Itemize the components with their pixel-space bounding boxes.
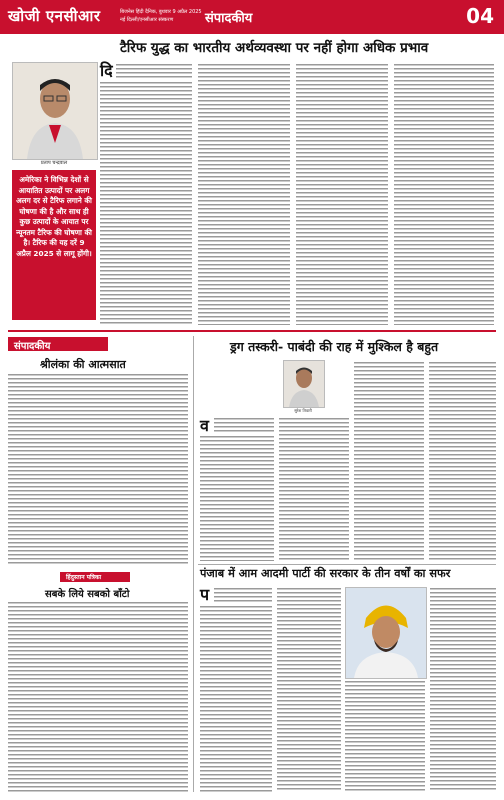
story3-headline: पंजाब में आम आदमी पार्टी की सरकार के तीन वर्षों का सफर: [200, 567, 451, 580]
lead-text-col1: [100, 82, 192, 325]
lead-text-col3: [296, 64, 388, 325]
editorial-text: [8, 374, 188, 564]
page-number: 04: [466, 4, 494, 28]
story2-author-caption: सुरेश तिवारी: [294, 408, 312, 413]
lead-text-col2: [198, 64, 290, 325]
author-caption: प्रताप चन्द्रवाल: [40, 160, 68, 166]
story2-author-photo: [283, 360, 325, 408]
story3-text-col1a: [214, 588, 272, 604]
lead-text-col1a: [116, 64, 192, 80]
story3-rule: [198, 564, 496, 565]
masthead-edition: नई दिल्ली/एनसीआर संस्करण: [120, 17, 174, 23]
masthead-title: खोजी एनसीआर: [8, 7, 101, 25]
masthead-date: बिजनेस हिंदी दैनिक, बुधवार 9 अप्रैल 2025: [120, 9, 202, 15]
story2-text-col2: [279, 418, 349, 561]
story3-text-col2: [277, 588, 341, 792]
story3-text-col1: [200, 606, 272, 792]
story3-dropcap: प: [200, 585, 210, 604]
sub2-headline: सबके लिये सबको बाँटो: [45, 589, 130, 600]
section-divider: [8, 330, 496, 332]
lead-dropcap: दि: [100, 61, 113, 80]
author-photo: [12, 62, 98, 160]
editorial-subhead: श्रीलंका की आत्मसात: [40, 358, 126, 371]
story2-text-col3: [354, 362, 424, 561]
section-title: संपादकीय: [205, 11, 253, 26]
story2-text-col1: [200, 436, 274, 561]
story2-text-col4: [429, 362, 496, 561]
story3-photo: [345, 587, 427, 679]
story2-dropcap: व: [200, 416, 209, 435]
story2-headline: ड्रग तस्करी- पाबंदी की राह में मुश्किल है बहुत: [230, 339, 439, 354]
story3-text-col3: [345, 681, 425, 792]
column-rule: [193, 336, 194, 792]
editorial-label: संपादकीय: [14, 341, 51, 352]
sub2-text: [8, 602, 188, 792]
lead-headline: टैरिफ युद्ध का भारतीय अर्थव्यवस्था पर नहीं होगा अधिक प्रभाव: [120, 40, 429, 56]
story2-text-col1a: [214, 418, 274, 434]
pull-quote: अमेरिका ने विभिन्न देशों से आयातित उत्पादों पर अलग अलग दर से टैरिफ लगाने की घोषणा की है और साथ ही कुछ उत्पादों के आयात पर न्यूनतम टैरिफ की घोषणा की है। टैरिफ की यह दरें 9 अप्रैल 2025 से लागू होंगी।: [16, 175, 92, 258]
sub2-label: हिंदुस्तान पत्रिका: [66, 574, 102, 581]
story3-text-col4: [430, 588, 496, 792]
masthead-bar: [0, 0, 504, 34]
lead-text-col4: [394, 64, 494, 325]
